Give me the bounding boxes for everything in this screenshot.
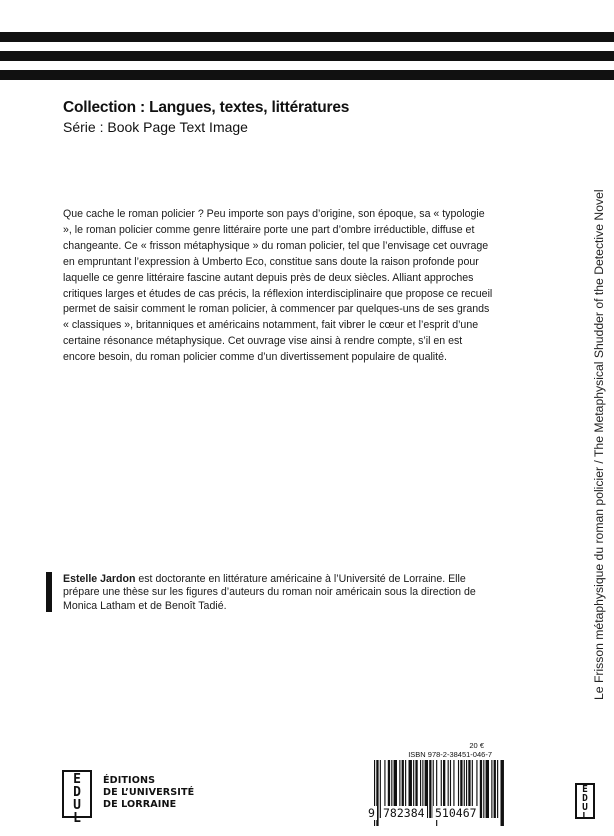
mark-letter: L bbox=[73, 811, 81, 826]
mark-letter: U bbox=[73, 798, 81, 813]
publisher-logo bbox=[62, 770, 232, 826]
mark-letter: D bbox=[73, 785, 81, 800]
barcode-bar bbox=[483, 760, 484, 818]
top-stripe-1 bbox=[0, 32, 614, 42]
barcode-bar bbox=[491, 760, 492, 818]
series-subtitle: Série : Book Page Text Image bbox=[63, 119, 248, 135]
barcode-digits-left: 782384 bbox=[383, 806, 425, 820]
mark-letter: E bbox=[582, 784, 588, 795]
publisher-line: ÉDITIONS bbox=[103, 775, 156, 786]
author-bio-text: est doctorante en littérature américaine à l’Université de Lorraine. Elle prépare une thèse sur les figures d’auteurs du roman noir américain sous la direction de Monica Latham et de Benoît Tadié. bbox=[63, 573, 476, 612]
price-label: 20 € bbox=[469, 741, 484, 750]
barcode-bar bbox=[480, 760, 482, 818]
book-summary: Que cache le roman policier ? Peu importe son pays d’origine, son époque, sa « typologie », le roman policier comme genre littéraire porte une part d’ombre irréductible, diffuse et changeante. Ce « frisson métaphysique » du roman policier, tel que l’envisage cet ouvrage en empruntant l’expression à Umberto Eco, constitue sans doute la raison profonde pour laquelle ce genre littéraire fascine autant depuis près de deux siècles. Alliant approches critiques larges et études de cas précis, la réflexion interdisciplinaire que propose ce recueil permet de saisir comment le roman policier, à commencer par quelques-uns de ses grands « classiques », britanniques et américains notamment, fait vibrer le cœur et l’esprit d’une certaine résonance métaphysique. Cet ouvrage vise ainsi à rendre compte, s’il en est encore besoin, du roman policier comme d’un divertissement populaire de qualité. bbox=[63, 208, 493, 364]
barcode-digits-right: 510467 bbox=[435, 806, 477, 820]
mark-letter: L bbox=[582, 811, 588, 822]
top-stripe-2 bbox=[0, 51, 614, 61]
top-stripe-3 bbox=[0, 70, 614, 80]
author-bio bbox=[63, 573, 495, 613]
isbn-label: ISBN 978-2-38451-046-7 bbox=[408, 750, 492, 759]
barcode-digit-first: 9 bbox=[368, 806, 375, 820]
author-bar-marker bbox=[46, 572, 52, 612]
spine-title: Le Frisson métaphysique du roman policier / The Metaphysical Shudder of the Detective Novel bbox=[592, 189, 606, 700]
barcode-bar bbox=[497, 760, 498, 818]
collection-title: Collection : Langues, textes, littératures bbox=[63, 99, 350, 116]
mark-letter: E bbox=[73, 772, 81, 787]
edul-mark-icon bbox=[62, 770, 92, 826]
spine-edul-mark-icon bbox=[575, 783, 595, 822]
author-name: Estelle Jardon bbox=[63, 573, 136, 585]
barcode-bar bbox=[501, 760, 504, 826]
barcode-bar bbox=[429, 760, 431, 818]
barcode-bar bbox=[494, 760, 496, 818]
publisher-line: DE L’UNIVERSITÉ bbox=[103, 787, 195, 798]
publisher-line: DE LORRAINE bbox=[103, 799, 177, 810]
mark-letter: D bbox=[582, 793, 588, 804]
mark-letter: U bbox=[582, 802, 588, 813]
barcode-bar bbox=[486, 760, 489, 818]
publisher-name bbox=[103, 775, 233, 811]
